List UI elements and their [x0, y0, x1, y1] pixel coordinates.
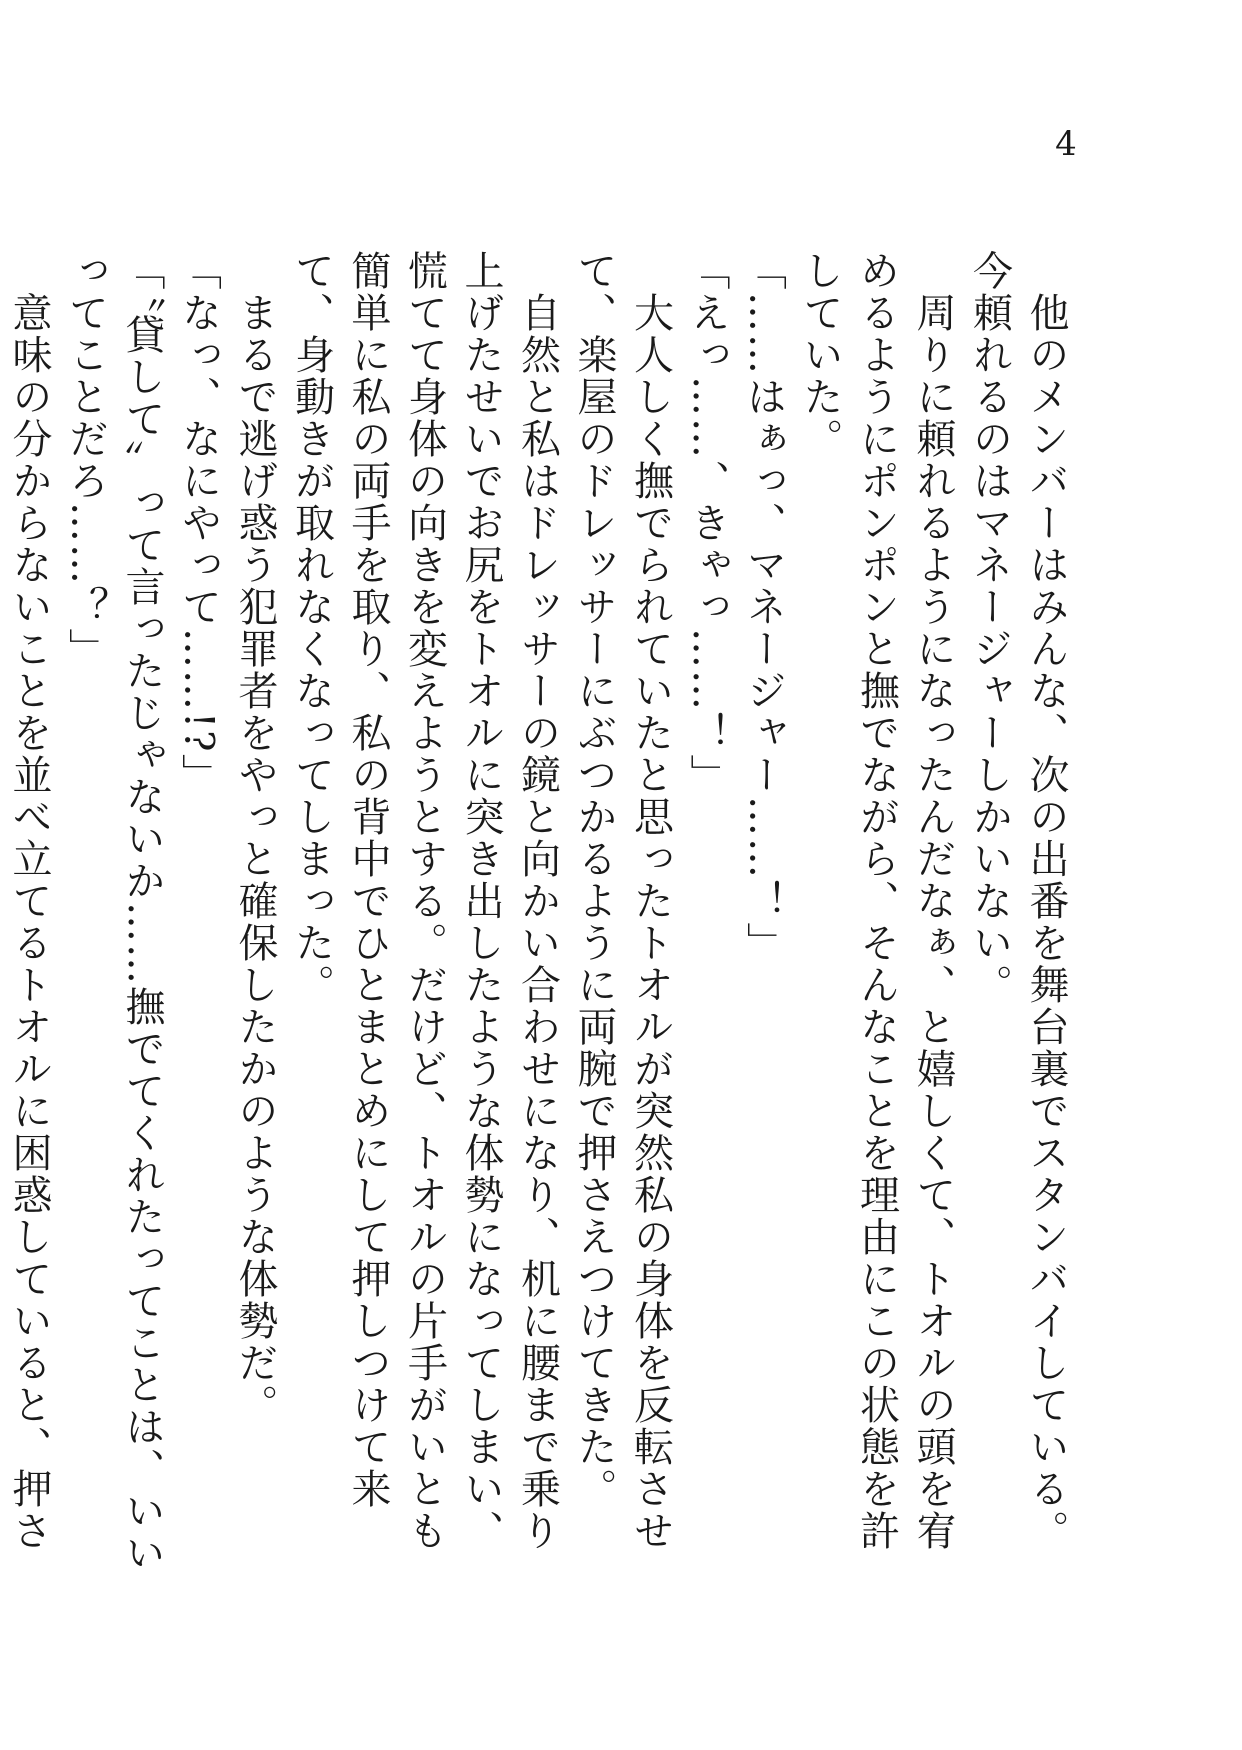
paragraph: 自然と私はドレッサーの鏡と向かい合わせになり、机に腰まで乗り上げたせいでお尻をトオルに突き出したような体勢になってしまい、慌てて身体の向きを変えようとする。だけど、トオルの片手がいとも簡単に私の両手を取り、私の背中でひとまとめにして押しつけて来て、身動きが取れなくなってしまった。: [288, 250, 561, 1552]
paragraph: 他のメンバーはみんな、次の出番を舞台裏でスタンバイしている。今頼れるのはマネージャーしかいない。: [966, 250, 1069, 1552]
dialogue-line: 「……はぁっ、マネージャー……！」: [740, 250, 787, 964]
dialogue-line: 「なっ、なにやって……!?」: [175, 250, 222, 796]
dialogue-line: 「〝貸して〟って言ったじゃないか……撫でてくれたってことは、いいってことだろ……？」: [62, 250, 165, 1574]
page-number: 4: [1055, 124, 1077, 164]
paragraph: 意味の分からないことを並べ立てるトオルに困惑していると、押さ: [6, 292, 52, 1552]
paragraph: 大人しく撫でられていたと思ったトオルが突然私の身体を反転させて、楽屋のドレッサーにぶつかるように両腕で押さえつけてきた。: [571, 250, 674, 1552]
dialogue-line: 「えっ……、きゃっ……！」: [684, 250, 730, 796]
vertical-text-body: [0, 250, 1074, 1590]
paragraph: まるで逃げ惑う犯罪者をやっと確保したかのような体勢だ。: [232, 250, 278, 1426]
paragraph: 周りに頼れるようになったんだなぁ、と嬉しくて、トオルの頭を宥めるようにポンポンと撫でながら、そんなことを理由にこの状態を許していた。: [797, 250, 956, 1552]
